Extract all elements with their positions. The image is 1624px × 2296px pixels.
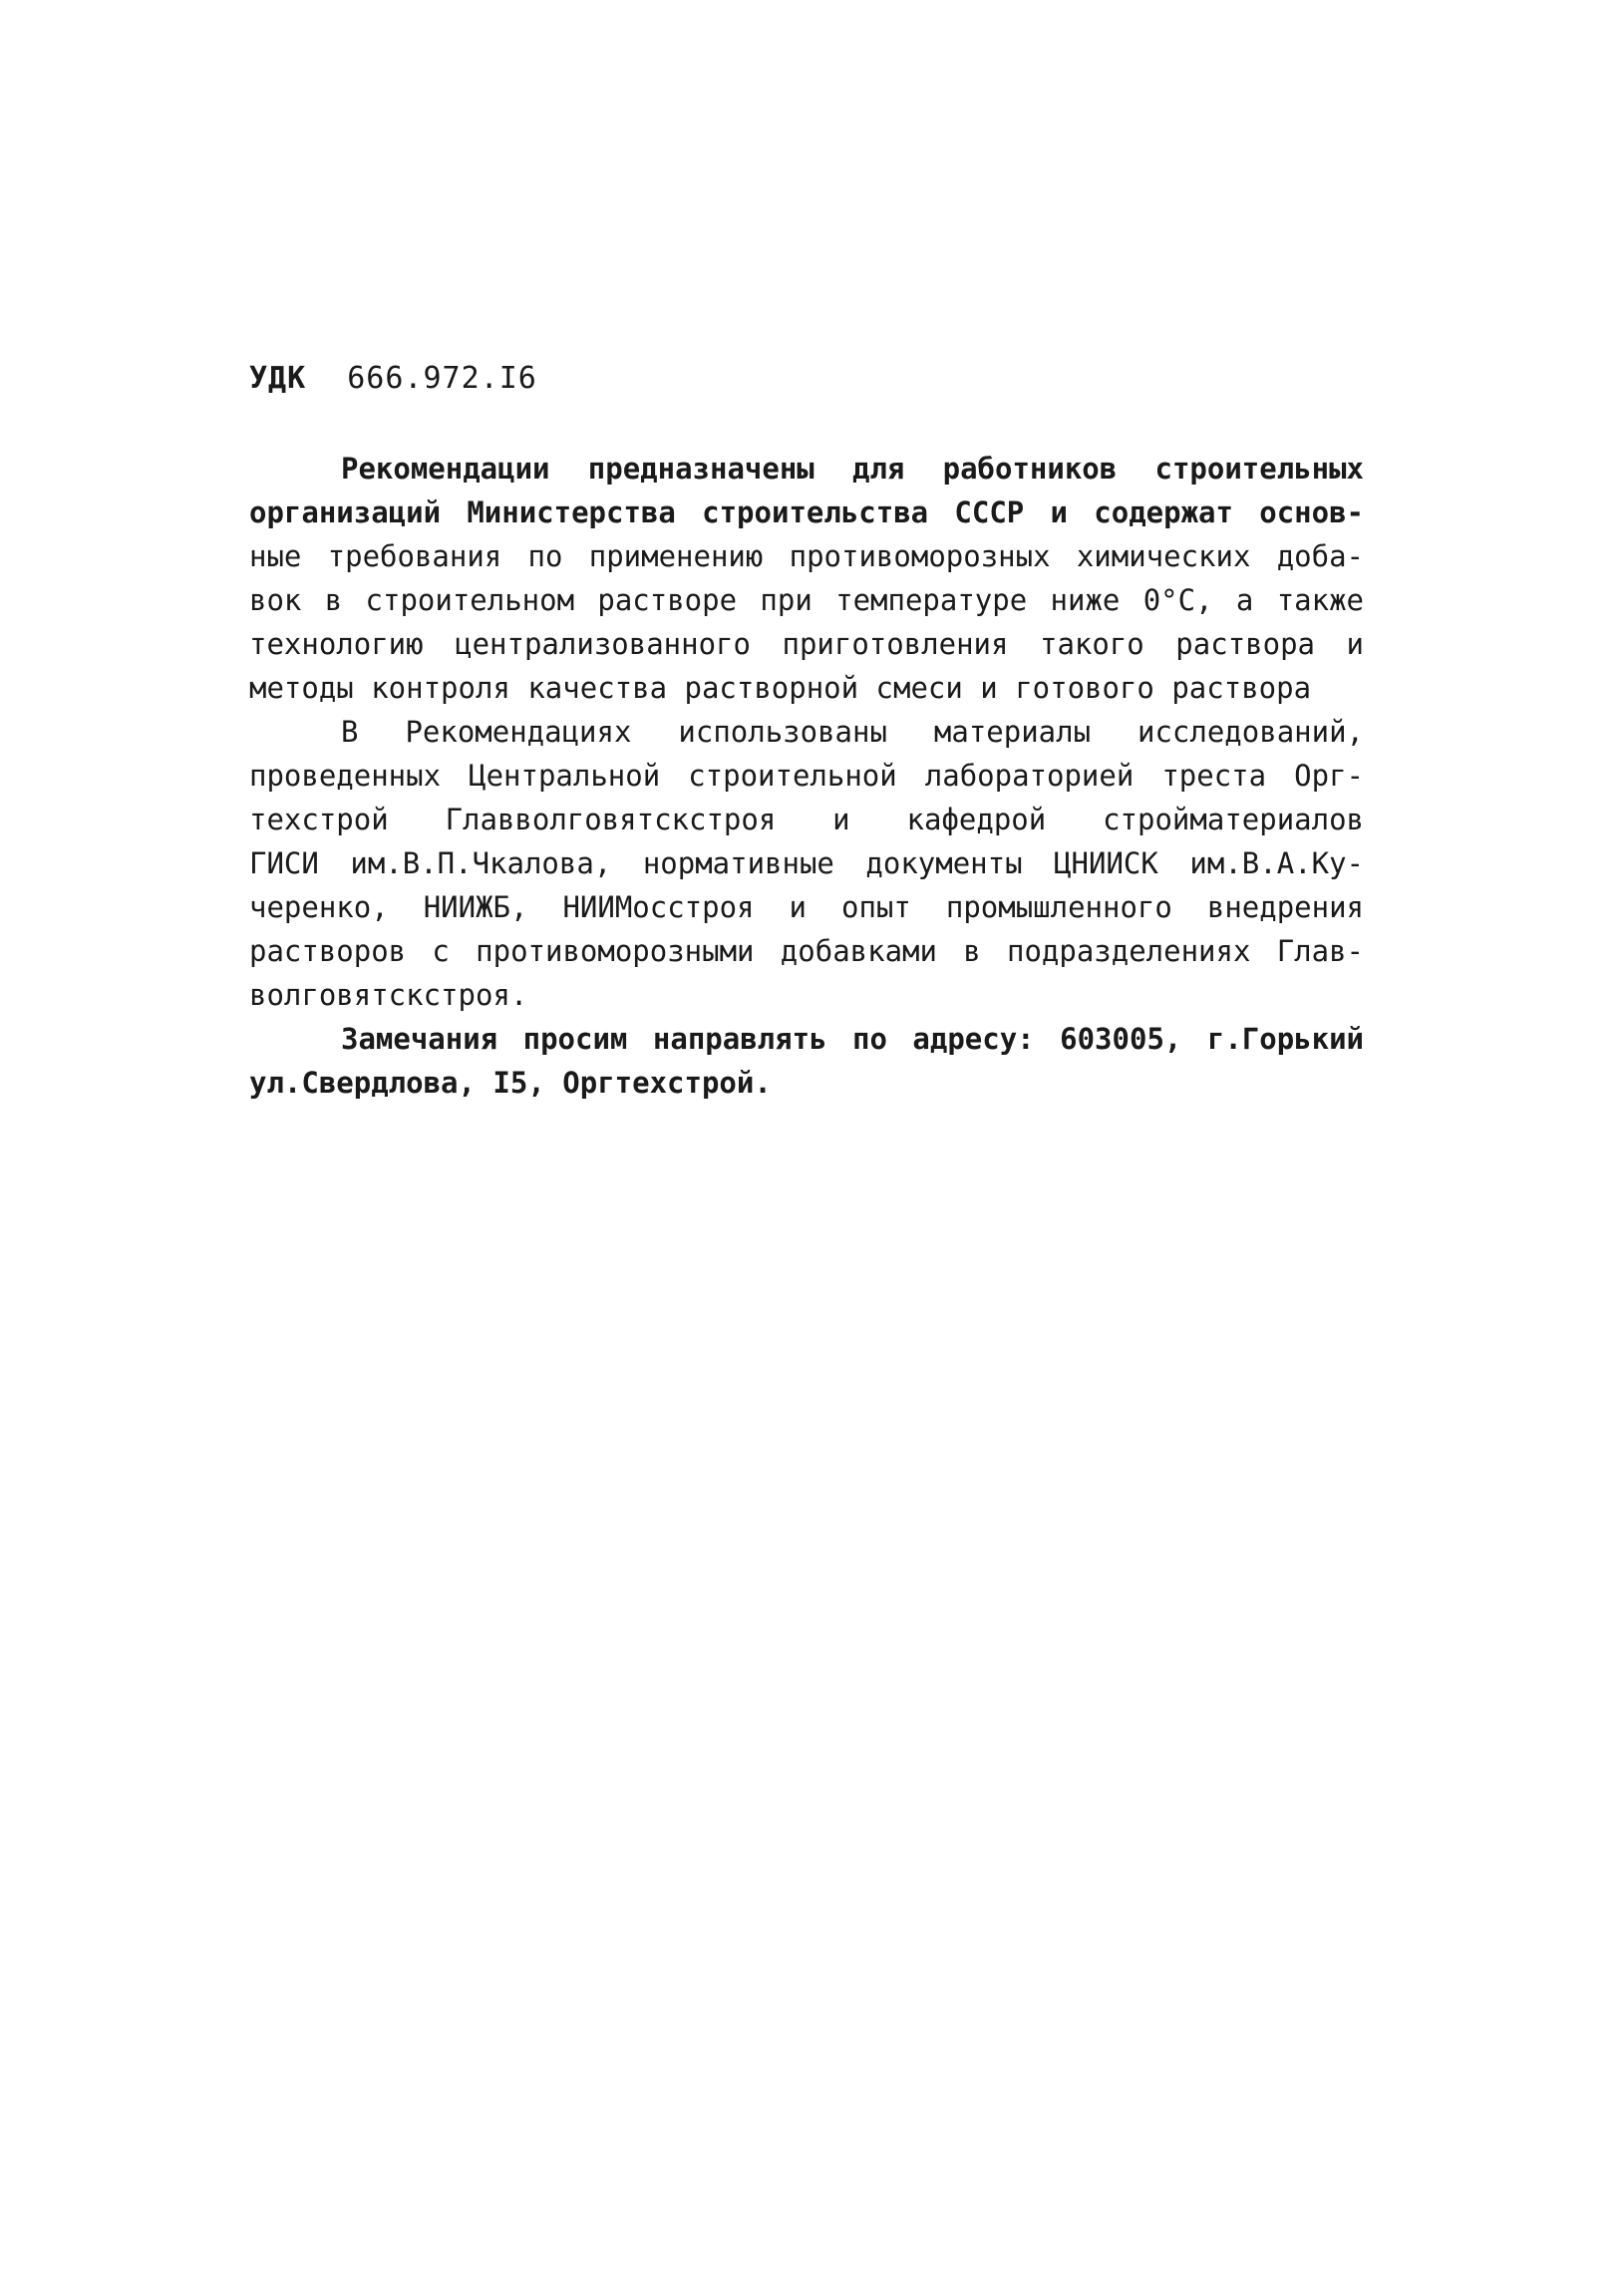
paragraph-2-line-7: волговятскстроя. — [249, 978, 528, 1012]
paragraph-1-line-1: Рекомендации предназначены для работников строительных — [341, 452, 1364, 486]
paragraph-1-line-6: методы контроля качества растворной смеси и готового раствора — [249, 671, 1312, 705]
udk-line — [249, 361, 537, 396]
paragraph-2-line-1: В Рекомендациях использованы материалы исследований, — [341, 715, 1364, 749]
paragraph-2-line-5: черенко, НИИЖБ, НИИМосстроя и опыт промышленного внедрения — [249, 890, 1364, 924]
paragraph-1-line-4: вок в строительном растворе при температуре ниже 0°C, а также — [249, 583, 1364, 617]
udk-code: 666.972.I6 — [347, 361, 537, 396]
paragraph-2-line-6: растворов с противоморозными добавками в подразделениях Глав- — [249, 934, 1364, 968]
paragraph-2-line-2: проведенных Центральной строительной лабораторией треста Орг- — [249, 759, 1364, 793]
abstract-text — [249, 447, 1364, 1105]
paragraph-3-line-2: ул.Свердлова, I5, Оргтехстрой. — [249, 1066, 772, 1100]
paragraph-2-line-4: ГИСИ им.В.П.Чкалова, нормативные документы ЦНИИСК им.В.А.Ку- — [249, 846, 1364, 880]
paragraph-1-line-5: технологию централизованного приготовления такого раствора и — [249, 627, 1364, 661]
udk-label: УДК — [249, 361, 307, 396]
paragraph-2-line-3: техстрой Главволговятскстроя и кафедрой стройматериалов — [249, 803, 1364, 836]
paragraph-1-line-3: ные требования по применению противоморозных химических доба- — [249, 539, 1364, 573]
paragraph-1-line-2: организаций Министерства строительства СССР и содержат основ- — [249, 495, 1364, 529]
paragraph-3-line-1: Замечания просим направлять по адресу: 603005, г.Горький — [341, 1022, 1364, 1056]
